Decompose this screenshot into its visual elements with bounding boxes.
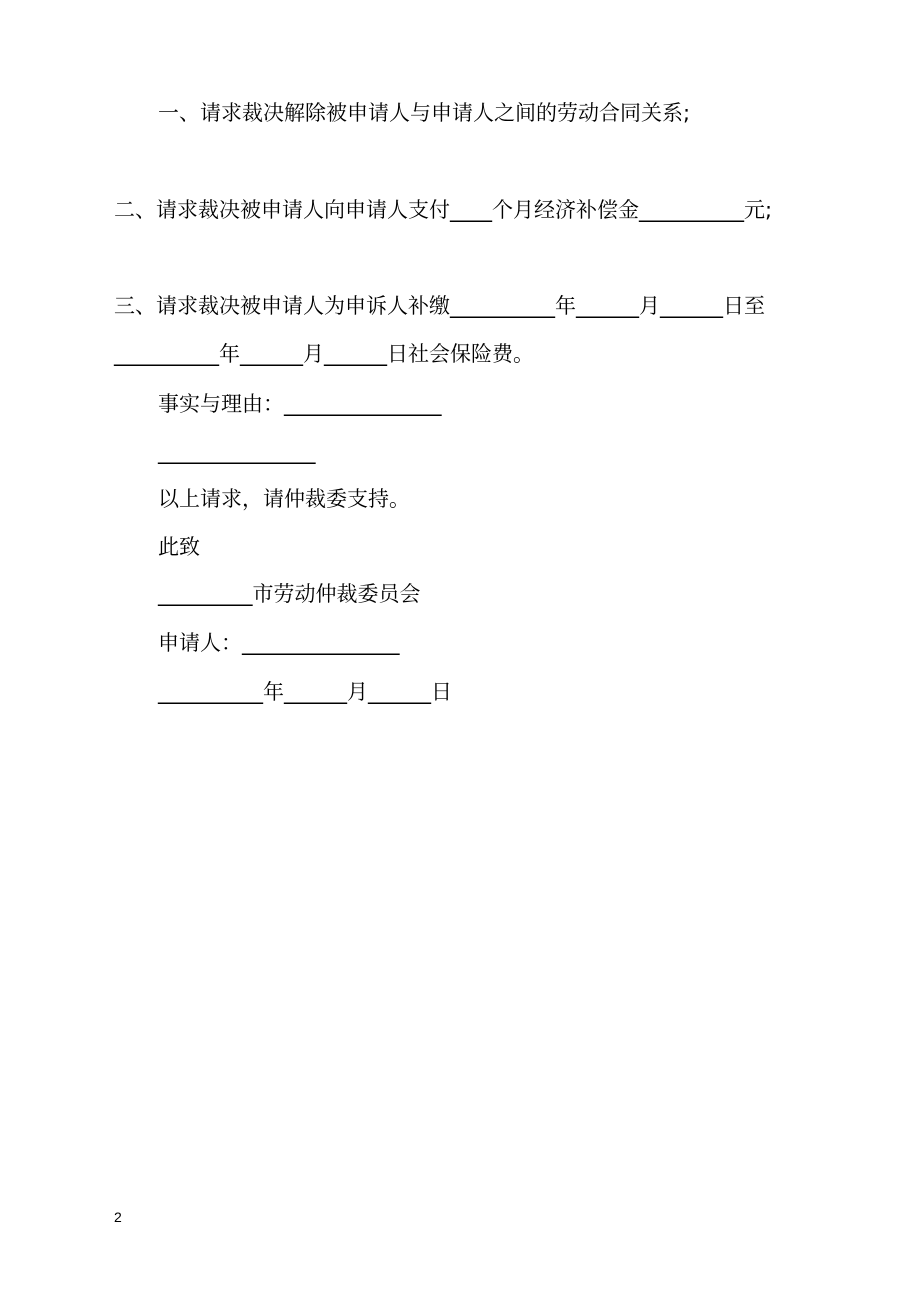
addressee-committee: _________市劳动仲裁委员会 bbox=[158, 582, 421, 606]
facts-and-reasons-blank: _______________ bbox=[158, 440, 316, 464]
claim-3: 三、请求裁决被申请人为申诉人补缴__________年______月______日至 bbox=[114, 294, 765, 318]
claim-2: 二、请求裁决被申请人向申请人支付____个月经济补偿金__________元; bbox=[114, 198, 773, 222]
applicant-signature: 申请人：_______________ bbox=[158, 631, 400, 655]
claim-3-continued: __________年______月______日社会保险费。 bbox=[114, 342, 534, 366]
claim-1: 一、请求裁决解除被申请人与申请人之间的劳动合同关系; bbox=[158, 101, 691, 125]
facts-and-reasons: 事实与理由：_______________ bbox=[158, 392, 442, 416]
page-number: 2 bbox=[114, 1209, 122, 1225]
salutation: 此致 bbox=[158, 535, 200, 559]
request-support: 以上请求，请仲裁委支持。 bbox=[158, 487, 410, 511]
signature-date: __________年______月______日 bbox=[158, 680, 452, 704]
